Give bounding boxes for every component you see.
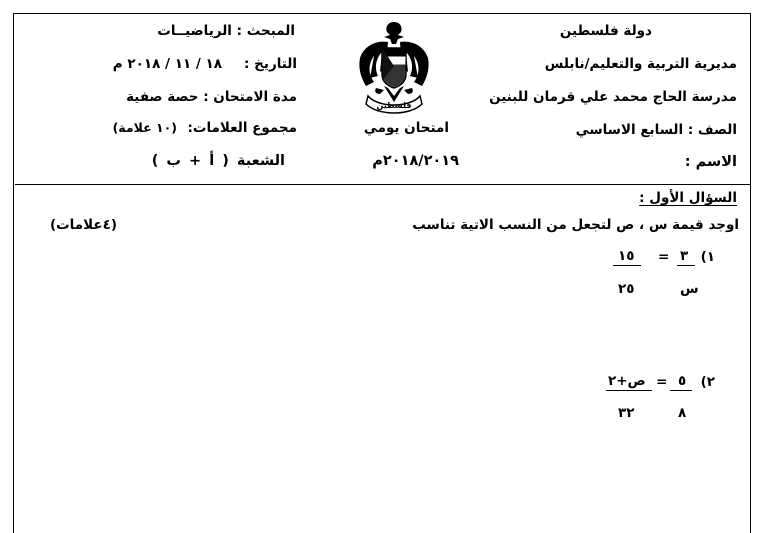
fraction-bar bbox=[613, 265, 641, 266]
fraction-bar bbox=[677, 265, 695, 266]
question-prompt: اوجد قيمة س ، ص لتجعل من النسب الاتية تناسب bbox=[412, 217, 739, 233]
student-name-label: الاسم : bbox=[684, 154, 737, 170]
palestine-emblem bbox=[354, 18, 434, 116]
question-title: السؤال الأول : bbox=[639, 190, 737, 206]
fraction-bar bbox=[670, 390, 692, 391]
school-name: مدرسة الحاج محمد علي قرمان للبنين bbox=[489, 89, 737, 105]
item-right-denominator: ٢٥ bbox=[618, 281, 635, 297]
total-marks-value: (١٠ علامة) bbox=[112, 120, 177, 135]
item-right-denominator: ٣٢ bbox=[618, 405, 635, 421]
class-section: الشعبة ( أ + ب ) bbox=[151, 153, 285, 169]
item-left-denominator: ٨ bbox=[678, 405, 687, 421]
item-right-numerator: ص+٢ bbox=[608, 373, 646, 389]
total-marks-label: مجموع العلامات: bbox=[187, 120, 297, 136]
emblem-caption: فلسطين bbox=[376, 101, 412, 110]
item-number: ١) bbox=[700, 249, 715, 265]
exam-type: امتحان يومي bbox=[363, 120, 449, 136]
date-label: التاريخ : bbox=[244, 56, 297, 72]
exam-duration: مدة الامتحان : حصة صفية bbox=[126, 89, 297, 105]
item-number: ٢) bbox=[700, 374, 715, 390]
fraction-bar bbox=[606, 390, 652, 391]
question-marks: (٤علامات) bbox=[49, 217, 117, 233]
item-left-numerator: ٥ bbox=[678, 373, 687, 389]
subject-label: المبحث : الرياضيــات bbox=[157, 23, 295, 39]
header-divider bbox=[15, 184, 750, 185]
equals-sign: = bbox=[656, 374, 668, 390]
grade-label: الصف : السابع الاساسي bbox=[575, 122, 737, 138]
item-left-denominator: س bbox=[680, 281, 699, 297]
item-right-numerator: ١٥ bbox=[618, 248, 635, 264]
state-name: دولة فلسطين bbox=[559, 23, 652, 39]
equals-sign: = bbox=[658, 249, 670, 265]
exam-date: ١٨ / ١١ / ٢٠١٨ م bbox=[112, 56, 222, 72]
item-left-numerator: ٣ bbox=[680, 248, 689, 264]
directorate-name: مديرية التربية والتعليم/نابلس bbox=[544, 56, 737, 72]
academic-year: ٢٠١٨/٢٠١٩م bbox=[372, 153, 459, 169]
